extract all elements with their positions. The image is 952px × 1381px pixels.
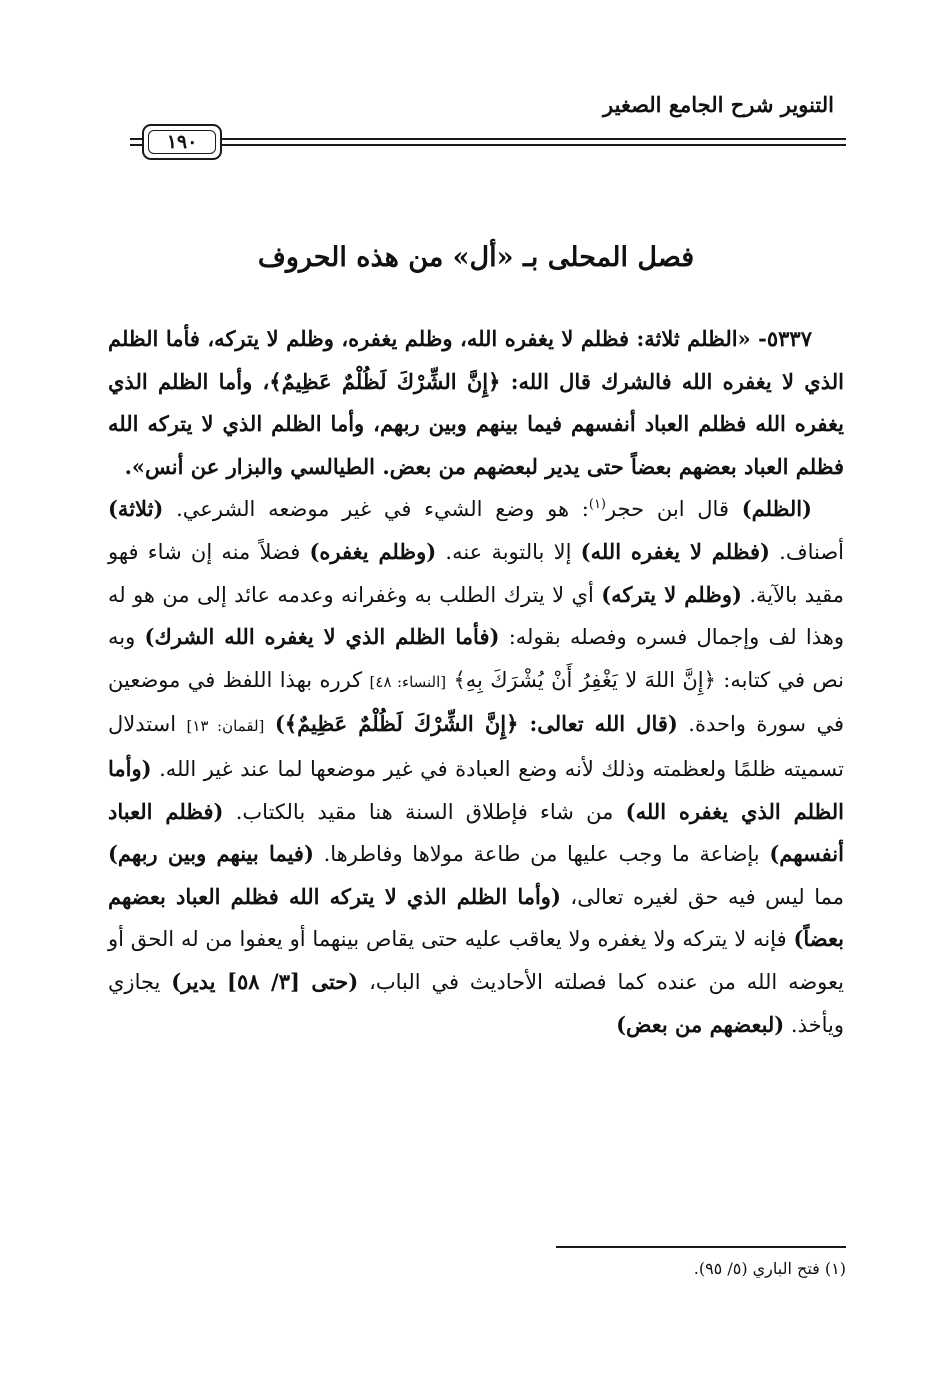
term: (وظلم لا يتركه) [601, 581, 742, 607]
verse-citation: [النساء: ٤٨] [369, 672, 447, 691]
footnote: (١) فتح الباري (٥/ ٩٥). [693, 1259, 846, 1278]
commentary-text: استدلال تسميته ظلمًا ولعظمته وذلك لأنه وضع العبادة في غير موضعها لما عند غير الله. [108, 712, 844, 781]
header-rule [160, 144, 846, 146]
footnote-separator [556, 1246, 846, 1248]
term: (وأما الظلم الذي يغفره الله) [108, 755, 844, 824]
term: (حتى [٣/ ٥٨] يدير) [171, 968, 359, 994]
commentary-text: مما ليس فيه حق لغيره تعالى، [560, 884, 844, 909]
commentary-text: كرره بهذا اللفظ في موضعين في سورة واحدة. [108, 667, 845, 737]
hadith-paragraph: ٥٣٣٧- «الظلم ثلاثة: فظلم لا يغفره الله، وظلم يغفره، وظلم لا يتركه، فأما الظلم الذي لا يغفره الله فالشرك قال الله: ﴿إِنَّ الشِّرْكَ لَظُلْمٌ عَظِيمٌ﴾، وأما الظلم الذي يغفره الله فظلم العباد أنفسهم فيما بينهم وبين ربهم، وأما الظلم الذي لا يتركه الله فظلم العباد بعضهم بعضاً حتى يدير لبعضهم من بعض. الطيالسي والبزار عن أنس». [108, 326, 844, 479]
running-header-title: التنوير شرح الجامع الصغير [603, 92, 834, 117]
verse-citation: [لقمان: ١٣] [186, 717, 265, 736]
term: (فأما الظلم الذي لا يغفره الله الشرك) [144, 624, 500, 650]
page-number-frame [142, 124, 222, 160]
term: (فظلم لا يغفره الله) [580, 538, 770, 564]
commentary-paragraph [108, 488, 844, 1046]
body-text [108, 318, 844, 1046]
section-heading: فصل المحلى بـ «أل» من هذه الحروف [257, 242, 695, 273]
commentary-text: أي لا يترك الطلب به وغفرانه وعدمه عائد إلى من هو له وهذا لف وإجمال فسره وفصله بقوله: [108, 582, 845, 650]
term: (قال الله تعالى: ﴿إِنَّ الشِّرْكَ لَظُلْمٌ عَظِيمٌ﴾) [274, 711, 678, 737]
term: (وظلم يغفره) [309, 538, 437, 564]
term: (الظلم) [741, 496, 812, 522]
term: (فيما بينهم وبين ربهم) [108, 841, 314, 867]
commentary-text: بإضاعة ما وجب عليها من طاعة مولاها وفاطرها. [313, 842, 770, 867]
commentary-text: من شاء فإطلاق السنة هنا مقيد بالكتاب. [223, 799, 626, 824]
commentary-text: فإنه لا يتركه ولا يغفره ولا يعاقب عليه حتى يقاص بينهما أو يعفوا من له الحق أو يعوضه الله من عنده كما فصلته الأحاديث في الباب، [108, 927, 844, 994]
commentary-text: قال ابن حجر [606, 497, 742, 522]
commentary-text [264, 712, 274, 736]
term: (وأما الظلم الذي لا يتركه الله فظلم العباد بعضهم بعضاً) [108, 883, 844, 952]
term: (ثلاثة) [108, 496, 164, 522]
header-rule [160, 138, 846, 140]
commentary-text: : هو وضع الشيء في غير موضعه الشرعي. [163, 497, 589, 522]
commentary-text: إلا بالتوبة عنه. [436, 539, 581, 564]
footnote-reference: (١) [588, 497, 606, 513]
term: (فظلم العباد أنفسهم) [108, 798, 844, 867]
commentary-text: وبه نص في كتابه: ﴿إِنَّ اللهَ لا يَغْفِرُ أَنْ يُشْرَكَ بِهِ﴾ [108, 625, 844, 692]
commentary-text: فضلاً منه إن شاء فهو مقيد بالآية. [108, 539, 844, 607]
term: (لبعضهم من بعض) [616, 1011, 785, 1037]
commentary-text: أصناف. [769, 539, 845, 564]
commentary-text: يجازي ويأخذ. [108, 969, 844, 1037]
page-number: ١٩٠ [148, 130, 216, 154]
